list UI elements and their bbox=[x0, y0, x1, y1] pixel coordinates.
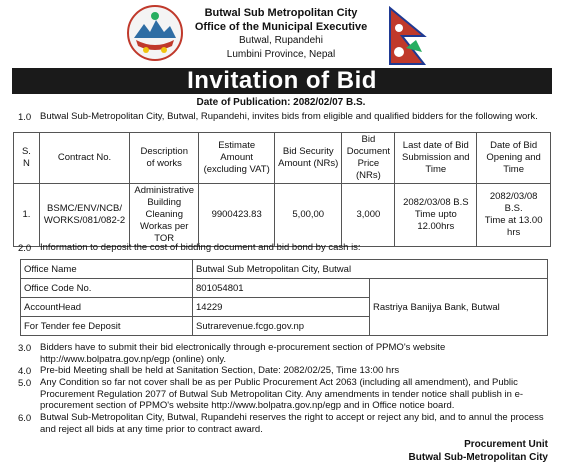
procurement-unit: Procurement Unit bbox=[464, 439, 548, 450]
section-number: 1.0 bbox=[18, 112, 32, 123]
section-number: 6.0 bbox=[18, 413, 32, 424]
section-number: 2.0 bbox=[18, 243, 32, 254]
section-number: 3.0 bbox=[18, 343, 32, 354]
signature-block bbox=[409, 438, 548, 464]
province-line: Lumbini Province, Nepal bbox=[226, 49, 336, 60]
deposit-label: AccountHead bbox=[21, 298, 193, 317]
cell-bid-security: 5,00,00 bbox=[275, 184, 342, 247]
bid-table-header-row bbox=[14, 133, 551, 184]
cell-submission: 2082/03/08 B.S Time upto 12.00hrs bbox=[395, 184, 477, 247]
section-text: Information to deposit the cost of bidding document and bid bond by cash is: bbox=[40, 242, 361, 253]
publication-date: Date of Publication: 2082/02/07 B.S. bbox=[196, 97, 366, 108]
city-signature: Butwal Sub-Metropolitan City bbox=[408, 452, 548, 463]
cell-opening: 2082/03/08 B.S. Time at 13.00 hrs bbox=[477, 184, 551, 247]
header-text bbox=[170, 6, 392, 62]
header bbox=[0, 4, 562, 70]
deposit-label: Office Code No. bbox=[21, 279, 193, 298]
section-text: Butwal Sub-Metropolitan City, Butwal, Rupandehi reserves the right to accept or reject any bid, and to annul the process and reject all bids at any time prior to contract award. bbox=[40, 412, 544, 435]
cell-sn: 1. bbox=[14, 184, 40, 247]
deposit-value: 801054801 bbox=[193, 279, 370, 298]
cell-contract-no: BSMC/ENV/NCB/ WORKS/081/082-2 bbox=[39, 184, 129, 247]
header-description: Description of works bbox=[130, 133, 199, 184]
cell-doc-price: 3,000 bbox=[342, 184, 395, 247]
deposit-value: Sutrarevenue.fcgo.gov.np bbox=[193, 317, 370, 336]
bid-table bbox=[13, 132, 551, 247]
nepal-flag-icon bbox=[386, 6, 428, 68]
table-row bbox=[21, 260, 548, 279]
section-text: Butwal Sub-Metropolitan City, Butwal, Rupandehi, invites bids from eligible and qualified bidders for the following work. bbox=[40, 111, 538, 122]
deposit-label: Office Name bbox=[21, 260, 193, 279]
header-estimate: Estimate Amount (excluding VAT) bbox=[199, 133, 275, 184]
header-contract-no: Contract No. bbox=[39, 133, 129, 184]
header-bid-security: Bid Security Amount (NRs) bbox=[275, 133, 342, 184]
header-opening: Date of Bid Opening and Time bbox=[477, 133, 551, 184]
table-row bbox=[14, 184, 551, 247]
deposit-value: Butwal Sub Metropolitan City, Butwal bbox=[193, 260, 548, 279]
section-text: Any Condition so far not cover shall be as per Public Procurement Act 2063 (including all amendment), and Public Procurement Regulation 2077 of Butwal Sub Metropolitan City. Any amendments in tender notice shall publish in e-procurement section of PPMO's website http://www.bolpatra.gov.np/egp and in Office notice board. bbox=[40, 377, 524, 411]
section-text: Pre-bid Meeting shall be held at Sanitation Section, Date: 2082/02/25, Time 13:00 hrs bbox=[40, 365, 400, 376]
header-sn: S. N bbox=[14, 133, 40, 184]
section-text: Bidders have to submit their bid electronically through e-procurement section of PPMO's website http://www.bolpatra.gov.np/egp (online) only. bbox=[40, 342, 446, 365]
cell-estimate: 9900423.83 bbox=[199, 184, 275, 247]
city-name: Butwal Sub Metropolitan City bbox=[204, 7, 358, 19]
section-number: 4.0 bbox=[18, 366, 32, 377]
section-number: 5.0 bbox=[18, 378, 32, 389]
title-banner: Invitation of Bid bbox=[12, 68, 552, 94]
cell-description: Administrative Building Cleaning Workas per TOR bbox=[130, 184, 199, 247]
header-doc-price: Bid Document Price (NRs) bbox=[342, 133, 395, 184]
bank-name: Rastriya Banijya Bank, Butwal bbox=[370, 279, 548, 336]
table-row bbox=[21, 279, 548, 298]
deposit-label: For Tender fee Deposit bbox=[21, 317, 193, 336]
address-line: Butwal, Rupandehi bbox=[239, 35, 323, 46]
office-name: Office of the Municipal Executive bbox=[194, 21, 368, 33]
deposit-table bbox=[20, 259, 548, 336]
header-submission: Last date of Bid Submission and Time bbox=[395, 133, 477, 184]
deposit-value: 14229 bbox=[193, 298, 370, 317]
